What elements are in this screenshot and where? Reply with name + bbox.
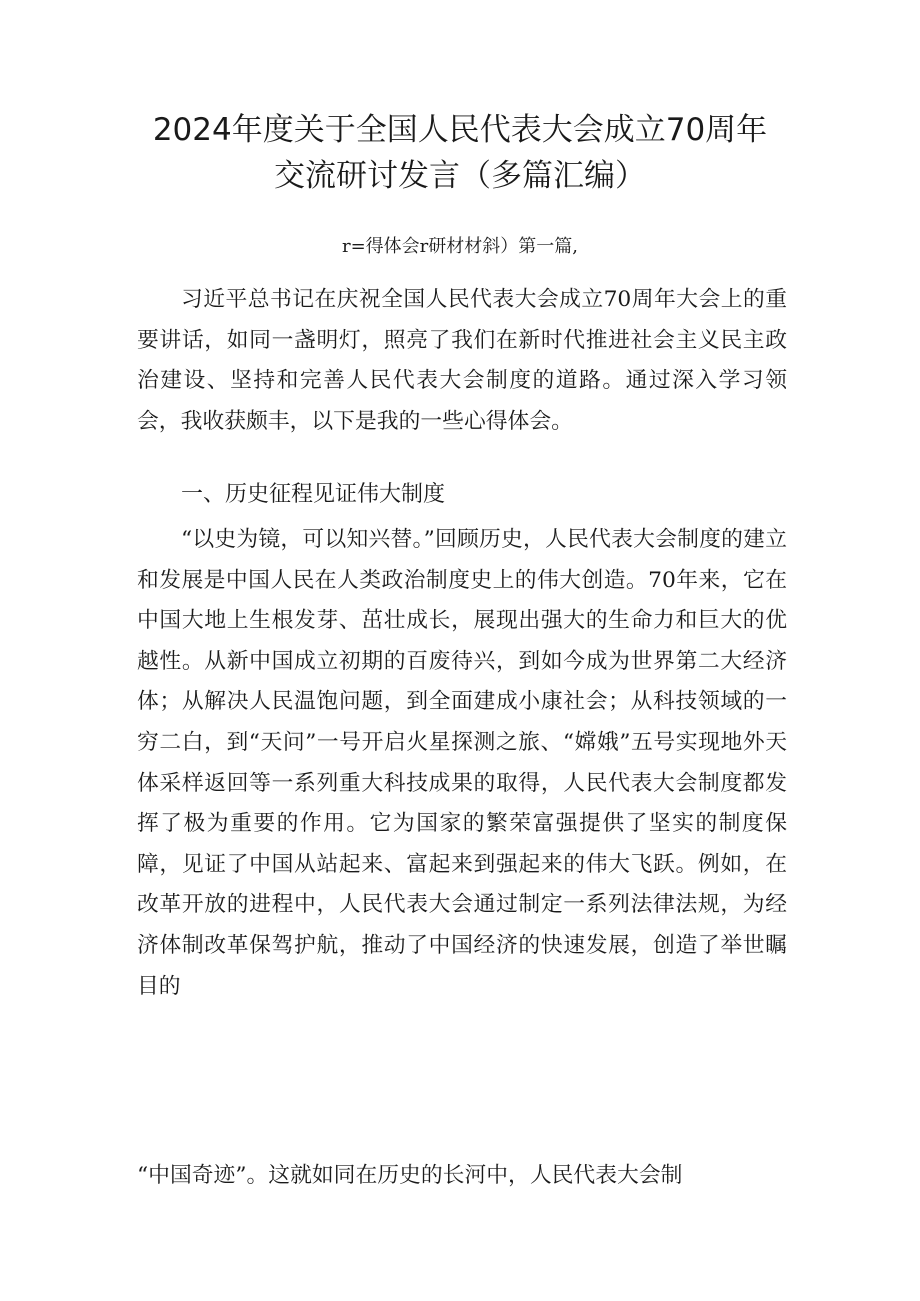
paragraph-intro: 习近平总书记在庆祝全国人民代表大会成立70周年大会上的重要讲话，如同一盏明灯，照亮了我们在新时代推进社会主义民主政治建设、坚持和完善人民代表大会制度的道路。通过深入学习领会，我收获颇丰，以下是我的一些心得体会。 bbox=[137, 287, 787, 434]
document-title-line-1: 2024年度关于全国人民代表大会成立70周年 bbox=[152, 112, 768, 148]
document-subheading: r=得体会r研材材斜）第一篇, bbox=[341, 236, 578, 257]
document-title-line-2: 交流研讨发言（多篇汇编） bbox=[274, 158, 646, 194]
paragraph-history: “以史为镜，可以知兴替。”回顾历史，人民代表大会制度的建立和发展是中国人民在人类政治制度史上的伟大创造。70年来，它在中国大地上生根发芽、茁壮成长，展现出强大的生命力和巨大的优越性。从新中国成立初期的百废待兴，到如今成为世界第二大经济体；从解决人民温饱问题，到全面建成小康社会；从科技领域的一穷二白，到“天问”一号开启火星探测之旅、“嫦娥”五号实现地外天体采样返回等一系列重大科技成果的取得，人民代表大会制度都发挥了极为重要的作用。它为国家的繁荣富强提供了坚实的制度保障，见证了中国从站起来、富起来到强起来的伟大飞跃。例如，在改革开放的进程中，人民代表大会通过制定一系列法律法规，为经济体制改革保驾护航，推动了中国经济的快速发展，创造了举世瞩目的 bbox=[137, 527, 787, 999]
section-heading-history: 一、历史征程见证伟大制度 bbox=[181, 482, 446, 507]
paragraph-continuation: “中国奇迹”。这就如同在历史的长河中，人民代表大会制 bbox=[137, 1163, 683, 1188]
